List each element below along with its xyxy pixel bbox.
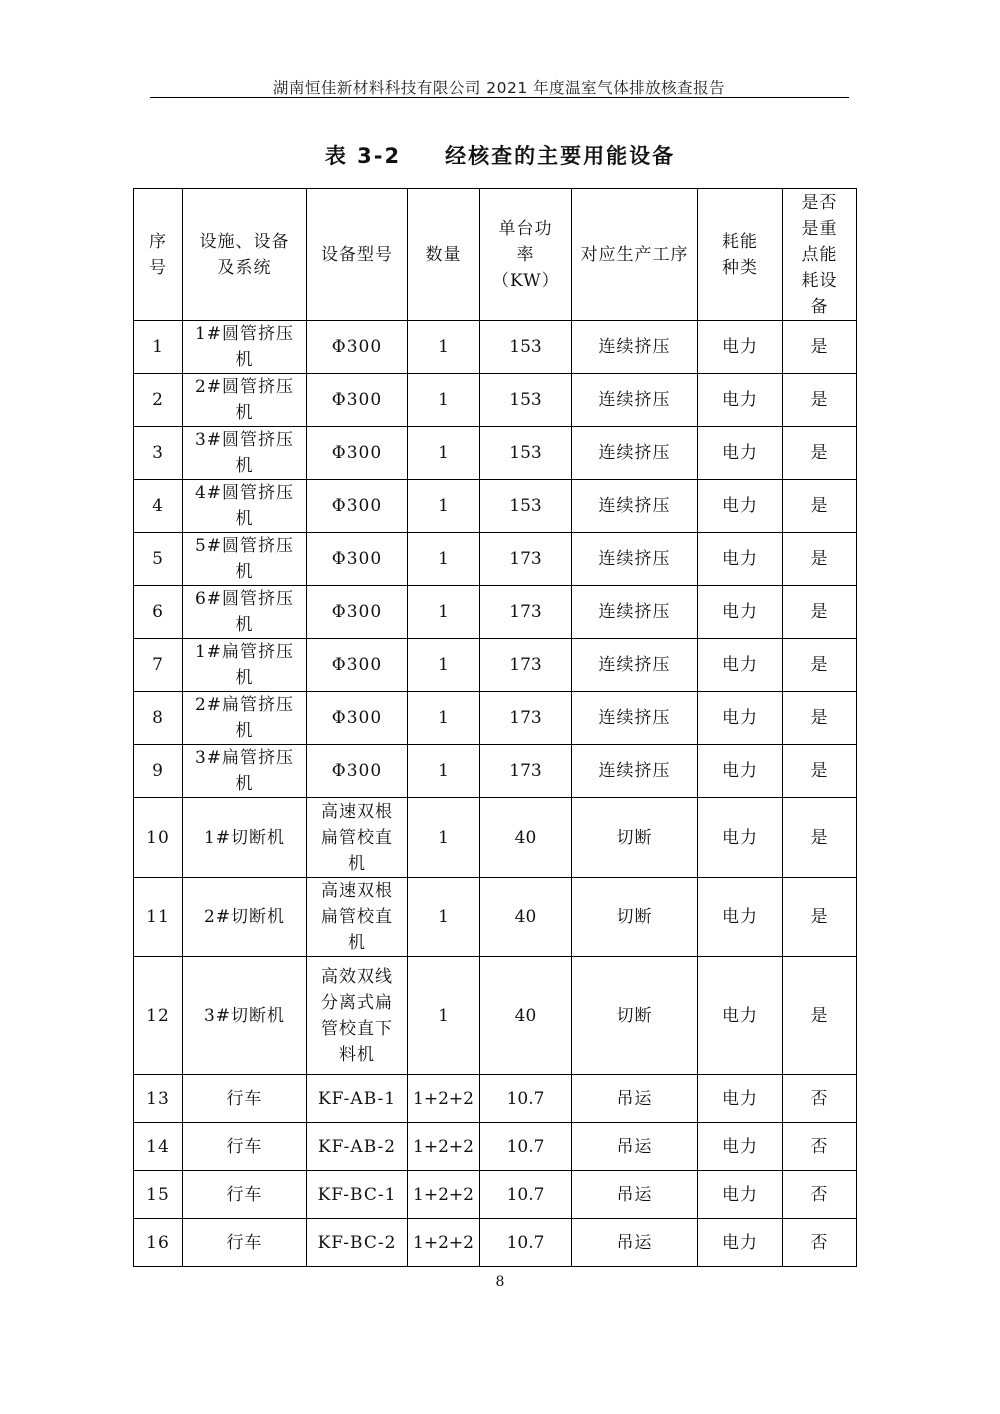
table-caption — [0, 140, 1000, 170]
energy-type: 电力 — [698, 1075, 783, 1123]
table-row — [134, 533, 857, 586]
quantity: 1 — [408, 533, 480, 586]
energy-type: 电力 — [698, 639, 783, 692]
quantity: 1 — [408, 586, 480, 639]
unit-power: 10.7 — [480, 1075, 572, 1123]
unit-power: 153 — [480, 480, 572, 533]
unit-power: 153 — [480, 321, 572, 374]
row-number: 1 — [134, 321, 183, 374]
column-header: 数量 — [408, 189, 480, 321]
key-equipment-flag: 是 — [783, 745, 857, 798]
row-number: 16 — [134, 1219, 183, 1267]
quantity: 1+2+2 — [408, 1171, 480, 1219]
column-header: 耗能种类 — [698, 189, 783, 321]
equipment-model: Φ300 — [307, 692, 408, 745]
energy-type: 电力 — [698, 427, 783, 480]
production-process: 连续挤压 — [572, 321, 698, 374]
row-number: 12 — [134, 957, 183, 1075]
equipment-name: 4#圆管挤压机 — [183, 480, 307, 533]
equipment-name: 3#扁管挤压机 — [183, 745, 307, 798]
equipment-name: 行车 — [183, 1219, 307, 1267]
energy-type: 电力 — [698, 745, 783, 798]
equipment-model: Φ300 — [307, 745, 408, 798]
production-process: 吊运 — [572, 1075, 698, 1123]
key-equipment-flag: 是 — [783, 692, 857, 745]
energy-type: 电力 — [698, 692, 783, 745]
equipment-name: 1#切断机 — [183, 798, 307, 878]
equipment-name: 3#圆管挤压机 — [183, 427, 307, 480]
key-equipment-flag: 是 — [783, 957, 857, 1075]
report-header: 湖南恒佳新材料科技有限公司 2021 年度温室气体排放核查报告 — [272, 79, 726, 97]
energy-type: 电力 — [698, 798, 783, 878]
production-process: 切断 — [572, 798, 698, 878]
production-process: 连续挤压 — [572, 586, 698, 639]
row-number: 6 — [134, 586, 183, 639]
table-row — [134, 321, 857, 374]
row-number: 2 — [134, 374, 183, 427]
production-process: 连续挤压 — [572, 745, 698, 798]
equipment-model: Φ300 — [307, 427, 408, 480]
row-number: 10 — [134, 798, 183, 878]
table-row — [134, 745, 857, 798]
production-process: 连续挤压 — [572, 374, 698, 427]
row-number: 15 — [134, 1171, 183, 1219]
production-process: 吊运 — [572, 1123, 698, 1171]
energy-type: 电力 — [698, 321, 783, 374]
equipment-model: Φ300 — [307, 533, 408, 586]
unit-power: 40 — [480, 957, 572, 1075]
energy-type: 电力 — [698, 1171, 783, 1219]
unit-power: 173 — [480, 533, 572, 586]
equipment-name: 行车 — [183, 1123, 307, 1171]
header-divider — [150, 97, 849, 98]
energy-type: 电力 — [698, 1219, 783, 1267]
quantity: 1 — [408, 374, 480, 427]
table-row — [134, 692, 857, 745]
equipment-model: Φ300 — [307, 639, 408, 692]
equipment-model: Φ300 — [307, 321, 408, 374]
production-process: 吊运 — [572, 1171, 698, 1219]
equipment-model: KF-AB-2 — [307, 1123, 408, 1171]
production-process: 切断 — [572, 878, 698, 957]
key-equipment-flag: 否 — [783, 1219, 857, 1267]
unit-power: 173 — [480, 639, 572, 692]
equipment-name: 2#切断机 — [183, 878, 307, 957]
row-number: 13 — [134, 1075, 183, 1123]
column-header: 单台功率（KW） — [480, 189, 572, 321]
equipment-table — [133, 188, 857, 1267]
equipment-model: Φ300 — [307, 586, 408, 639]
table-row — [134, 480, 857, 533]
table-body — [134, 321, 857, 1267]
production-process: 连续挤压 — [572, 480, 698, 533]
unit-power: 10.7 — [480, 1171, 572, 1219]
quantity: 1 — [408, 745, 480, 798]
table-number: 表 3-2 — [324, 144, 402, 168]
quantity: 1+2+2 — [408, 1075, 480, 1123]
equipment-model: Φ300 — [307, 480, 408, 533]
quantity: 1 — [408, 692, 480, 745]
column-header: 对应生产工序 — [572, 189, 698, 321]
key-equipment-flag: 是 — [783, 798, 857, 878]
production-process: 吊运 — [572, 1219, 698, 1267]
equipment-model: Φ300 — [307, 374, 408, 427]
quantity: 1+2+2 — [408, 1219, 480, 1267]
table-row — [134, 798, 857, 878]
equipment-name: 2#圆管挤压机 — [183, 374, 307, 427]
table-row — [134, 1123, 857, 1171]
quantity: 1 — [408, 878, 480, 957]
equipment-model: 高速双根扁管校直机 — [307, 798, 408, 878]
row-number: 4 — [134, 480, 183, 533]
table-row — [134, 1075, 857, 1123]
quantity: 1 — [408, 639, 480, 692]
equipment-name: 5#圆管挤压机 — [183, 533, 307, 586]
unit-power: 40 — [480, 878, 572, 957]
quantity: 1 — [408, 321, 480, 374]
key-equipment-flag: 否 — [783, 1075, 857, 1123]
key-equipment-flag: 是 — [783, 639, 857, 692]
unit-power: 173 — [480, 586, 572, 639]
row-number: 7 — [134, 639, 183, 692]
equipment-name: 1#圆管挤压机 — [183, 321, 307, 374]
production-process: 连续挤压 — [572, 639, 698, 692]
table-row — [134, 957, 857, 1075]
energy-type: 电力 — [698, 878, 783, 957]
key-equipment-flag: 是 — [783, 586, 857, 639]
unit-power: 10.7 — [480, 1219, 572, 1267]
production-process: 连续挤压 — [572, 692, 698, 745]
energy-type: 电力 — [698, 374, 783, 427]
energy-type: 电力 — [698, 480, 783, 533]
equipment-model: KF-AB-1 — [307, 1075, 408, 1123]
energy-type: 电力 — [698, 957, 783, 1075]
table-row — [134, 374, 857, 427]
row-number: 5 — [134, 533, 183, 586]
column-header: 设施、设备及系统 — [183, 189, 307, 321]
production-process: 连续挤压 — [572, 533, 698, 586]
unit-power: 153 — [480, 427, 572, 480]
table-row — [134, 639, 857, 692]
equipment-name: 3#切断机 — [183, 957, 307, 1075]
key-equipment-flag: 是 — [783, 427, 857, 480]
quantity: 1 — [408, 427, 480, 480]
table-row — [134, 586, 857, 639]
key-equipment-flag: 是 — [783, 480, 857, 533]
table-header-row — [134, 189, 857, 321]
quantity: 1 — [408, 798, 480, 878]
column-header: 设备型号 — [307, 189, 408, 321]
table-row — [134, 1219, 857, 1267]
unit-power: 10.7 — [480, 1123, 572, 1171]
row-number: 8 — [134, 692, 183, 745]
equipment-name: 2#扁管挤压机 — [183, 692, 307, 745]
unit-power: 153 — [480, 374, 572, 427]
key-equipment-flag: 是 — [783, 878, 857, 957]
equipment-name: 1#扁管挤压机 — [183, 639, 307, 692]
quantity: 1 — [408, 957, 480, 1075]
key-equipment-flag: 否 — [783, 1123, 857, 1171]
row-number: 3 — [134, 427, 183, 480]
table-title: 经核查的主要用能设备 — [445, 144, 676, 168]
table-row — [134, 1171, 857, 1219]
equipment-name: 6#圆管挤压机 — [183, 586, 307, 639]
column-header: 是否是重点能耗设备 — [783, 189, 857, 321]
equipment-model: 高速双根扁管校直机 — [307, 878, 408, 957]
key-equipment-flag: 是 — [783, 374, 857, 427]
energy-type: 电力 — [698, 586, 783, 639]
column-header: 序号 — [134, 189, 183, 321]
equipment-model: KF-BC-2 — [307, 1219, 408, 1267]
table-row — [134, 427, 857, 480]
unit-power: 173 — [480, 745, 572, 798]
energy-type: 电力 — [698, 1123, 783, 1171]
equipment-model: KF-BC-1 — [307, 1171, 408, 1219]
table-row — [134, 878, 857, 957]
production-process: 连续挤压 — [572, 427, 698, 480]
key-equipment-flag: 否 — [783, 1171, 857, 1219]
row-number: 14 — [134, 1123, 183, 1171]
unit-power: 173 — [480, 692, 572, 745]
unit-power: 40 — [480, 798, 572, 878]
energy-type: 电力 — [698, 533, 783, 586]
quantity: 1+2+2 — [408, 1123, 480, 1171]
row-number: 11 — [134, 878, 183, 957]
equipment-name: 行车 — [183, 1075, 307, 1123]
equipment-name: 行车 — [183, 1171, 307, 1219]
equipment-model: 高效双线分离式扁管校直下料机 — [307, 957, 408, 1075]
row-number: 9 — [134, 745, 183, 798]
key-equipment-flag: 是 — [783, 533, 857, 586]
quantity: 1 — [408, 480, 480, 533]
key-equipment-flag: 是 — [783, 321, 857, 374]
production-process: 切断 — [572, 957, 698, 1075]
page-number: 8 — [495, 1274, 505, 1290]
